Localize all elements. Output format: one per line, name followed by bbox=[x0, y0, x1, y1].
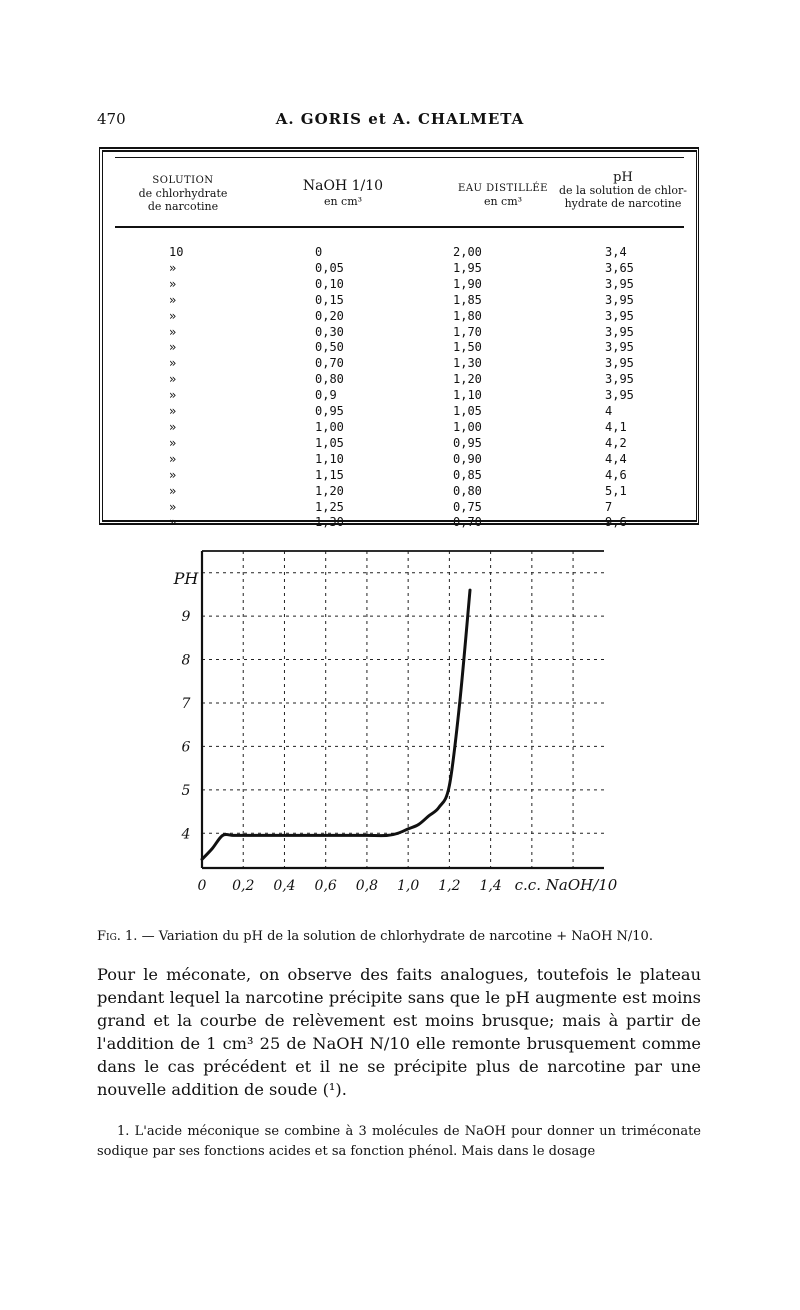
table-cell: 0,9 bbox=[315, 388, 337, 403]
table-cell: 4,1 bbox=[605, 419, 627, 434]
table-cell: 0,20 bbox=[315, 308, 344, 323]
table-cell: 0,95 bbox=[453, 435, 482, 450]
table-cell: » bbox=[169, 308, 177, 323]
running-head: A. GORIS et A. CHALMETA bbox=[275, 110, 525, 128]
table-header-rule bbox=[115, 226, 684, 228]
y-tick-label: 6 bbox=[181, 739, 191, 756]
table-cell: 0,75 bbox=[453, 499, 482, 514]
table-cell: 0,70 bbox=[315, 356, 344, 371]
col-eau bbox=[453, 245, 493, 531]
header-ph: pH de la solution de chlor- hydrate de narcotine bbox=[558, 170, 688, 210]
table-cell: » bbox=[169, 356, 177, 371]
table-cell: 2,00 bbox=[453, 245, 482, 259]
x-tick-label: 0 bbox=[197, 878, 207, 894]
table-cell: 0,80 bbox=[315, 372, 344, 387]
table-cell: 4,4 bbox=[605, 451, 627, 466]
table-cell: 3,65 bbox=[605, 260, 634, 275]
table-cell: » bbox=[169, 340, 177, 355]
table-cell: » bbox=[169, 388, 177, 403]
table-cell: 3,95 bbox=[605, 292, 634, 307]
table-cell: 3,95 bbox=[605, 356, 634, 371]
table-cell: 1,30 bbox=[453, 356, 482, 371]
x-tick-label: 1,0 bbox=[397, 878, 420, 894]
ph-curve bbox=[202, 590, 470, 859]
table-cell: 0,70 bbox=[453, 515, 482, 530]
footnote: 1. L'acide méconique se combine à 3 molécules de NaOH pour donner un triméconate sodique par ses fonctions acides et sa fonction phénol. Mais dans le dosage bbox=[97, 1124, 701, 1159]
table-cell: » bbox=[169, 372, 177, 387]
table-cell: 1,30 bbox=[315, 515, 344, 530]
table-cell: 1,95 bbox=[453, 260, 482, 275]
table-cell: 10 bbox=[169, 245, 184, 259]
header-naoh: NaOH 1/10 en cm³ bbox=[302, 178, 384, 208]
table-cell: » bbox=[169, 499, 177, 514]
table-cell: 7 bbox=[605, 499, 613, 514]
table-cell: 0,05 bbox=[315, 260, 344, 275]
table-cell: 9,6 bbox=[605, 515, 627, 530]
table-cell: 0,85 bbox=[453, 467, 482, 482]
table-cell: 3,95 bbox=[605, 372, 634, 387]
table-cell: » bbox=[169, 260, 177, 275]
table-cell: 1,25 bbox=[315, 499, 344, 514]
col-naoh bbox=[315, 245, 355, 531]
table-cell: 3,95 bbox=[605, 324, 634, 339]
table-cell: » bbox=[169, 276, 177, 291]
table-cell: 1,50 bbox=[453, 340, 482, 355]
table-cell: 5,1 bbox=[605, 483, 627, 498]
table-cell: 4,2 bbox=[605, 435, 627, 450]
table-cell: 0,95 bbox=[315, 404, 344, 419]
table-cell: » bbox=[169, 292, 177, 307]
col-solution bbox=[169, 245, 199, 531]
table-cell: 3,95 bbox=[605, 308, 634, 323]
table-cell: » bbox=[169, 451, 177, 466]
y-tick-label: 8 bbox=[181, 652, 191, 669]
table-cell: » bbox=[169, 483, 177, 498]
figure-label: Fig. 1. bbox=[97, 929, 138, 944]
table-cell: 0,80 bbox=[453, 483, 482, 498]
table-cell: » bbox=[169, 324, 177, 339]
x-tick-label: 0,8 bbox=[355, 878, 379, 894]
x-tick-label: 1,2 bbox=[438, 878, 461, 894]
header-solution: SOLUTION de chlorhydrate de narcotine bbox=[138, 175, 228, 213]
table-cell: 3,95 bbox=[605, 388, 634, 403]
table-cell: » bbox=[169, 404, 177, 419]
table-cell: 4 bbox=[605, 404, 613, 419]
header-eau: EAU DISTILLÉE en cm³ bbox=[458, 183, 548, 208]
table-cell: 1,90 bbox=[453, 276, 482, 291]
table-cell: 4,6 bbox=[605, 467, 627, 482]
figure-caption-text: — Variation du pH de la solution de chlorhydrate de narcotine + NaOH N/10. bbox=[137, 929, 653, 944]
table-cell: 1,00 bbox=[453, 419, 482, 434]
table-cell: 0,30 bbox=[315, 324, 344, 339]
data-table bbox=[99, 147, 699, 530]
x-tick-label: 0,6 bbox=[314, 878, 337, 894]
table-cell: 1,10 bbox=[315, 451, 344, 466]
table-cell: 1,85 bbox=[453, 292, 482, 307]
col-ph bbox=[605, 245, 645, 531]
table-cell: » bbox=[169, 467, 177, 482]
table-top-rule bbox=[115, 157, 684, 158]
table-cell: 0,90 bbox=[453, 451, 482, 466]
y-tick-label: 7 bbox=[181, 695, 191, 712]
table-cell: » bbox=[169, 435, 177, 450]
body-paragraph: Pour le méconate, on observe des faits analogues, toutefois le plateau pendant lequel la narcotine précipite sans que le pH augmente est moins grand et la courbe de relèvement est moins brusque; mais à partir de l'addition de 1 cm³ 25 de NaOH N/10 elle remonte brusquement comme dans le cas précédent et il ne se précipite plus de narcotine par une nouvelle addition de soude (¹). bbox=[97, 965, 701, 1099]
table-cell: 1,80 bbox=[453, 308, 482, 323]
table-cell: 1,05 bbox=[315, 435, 344, 450]
x-axis-label: c.c. NaOH/10 bbox=[514, 876, 618, 894]
table-cell: 1,20 bbox=[315, 483, 344, 498]
table-cell: 1,15 bbox=[315, 467, 344, 482]
table-cell: 3,95 bbox=[605, 340, 634, 355]
table-cell: 3,95 bbox=[605, 276, 634, 291]
table-cell: 0 bbox=[315, 245, 323, 259]
table-cell: 1,00 bbox=[315, 419, 344, 434]
x-tick-label: 0,4 bbox=[273, 878, 296, 894]
figure-caption bbox=[97, 929, 717, 944]
table-cell: » bbox=[169, 419, 177, 434]
table-cell: 0,15 bbox=[315, 292, 344, 307]
x-tick-label: 1,4 bbox=[479, 878, 502, 894]
table-cell: 1,20 bbox=[453, 372, 482, 387]
page-number: 470 bbox=[97, 110, 126, 128]
y-tick-label: 9 bbox=[181, 609, 191, 626]
ph-chart-svg bbox=[160, 540, 680, 930]
table-cell: 3,4 bbox=[605, 245, 627, 259]
y-tick-label: 4 bbox=[181, 826, 191, 843]
table-cell: 0,50 bbox=[315, 340, 344, 355]
ph-chart bbox=[160, 540, 680, 930]
y-tick-label: 5 bbox=[181, 782, 191, 799]
table-cell: 0,10 bbox=[315, 276, 344, 291]
y-axis-label: PH bbox=[173, 569, 199, 588]
table-cell: 1,70 bbox=[453, 324, 482, 339]
table-cell: 1,05 bbox=[453, 404, 482, 419]
x-tick-label: 0,2 bbox=[232, 878, 255, 894]
table-cell: 1,10 bbox=[453, 388, 482, 403]
table-cell: » bbox=[169, 515, 177, 530]
